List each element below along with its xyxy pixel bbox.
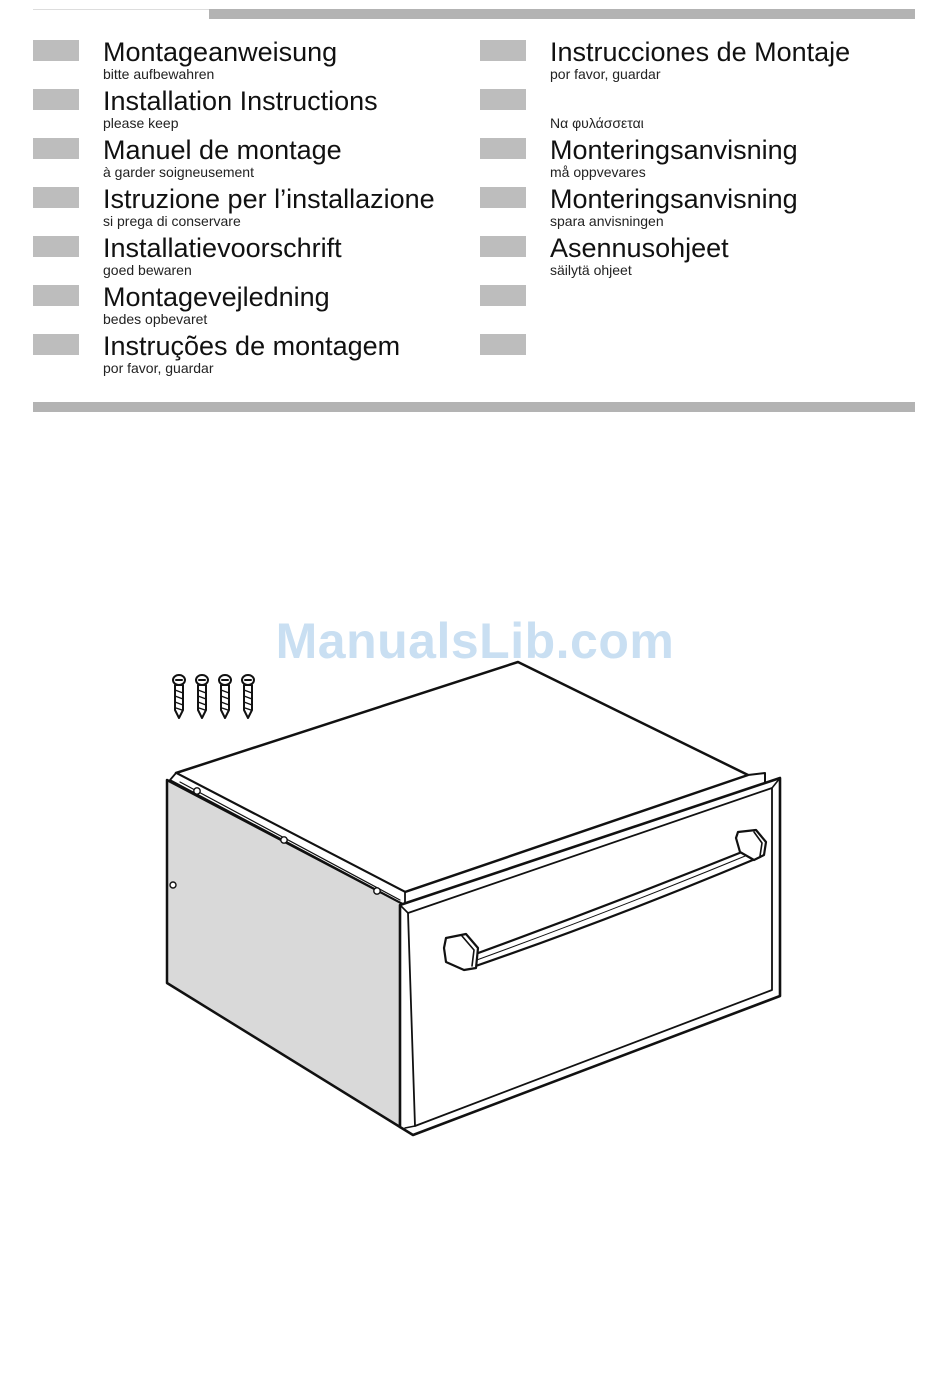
entry-subtitle: si prega di conservare	[103, 213, 241, 229]
warming-drawer	[167, 662, 780, 1135]
entry-title: Monteringsanvisning	[550, 135, 798, 165]
language-marker-box	[33, 89, 79, 110]
language-marker-box	[480, 40, 526, 61]
screw-icon	[196, 675, 208, 718]
entry-subtitle: bedes opbevaret	[103, 311, 208, 327]
entry-subtitle: bitte aufbewahren	[103, 66, 215, 82]
language-marker-box	[480, 187, 526, 208]
language-marker-box	[33, 236, 79, 257]
entry-title: Instruções de montagem	[103, 331, 401, 361]
entry-title: Asennusohjeet	[550, 233, 729, 263]
section-divider	[33, 402, 915, 412]
entry-subtitle: por favor, guardar	[550, 66, 661, 82]
entry-subtitle: à garder soigneusement	[103, 164, 254, 180]
language-marker-box	[480, 138, 526, 159]
language-marker-box	[480, 334, 526, 355]
entry-subtitle: please keep	[103, 115, 179, 131]
language-marker-box	[480, 236, 526, 257]
screw-icon	[173, 675, 185, 718]
entry-subtitle: Να φυλάσσεται	[550, 115, 644, 131]
entry-title: Monteringsanvisning	[550, 184, 798, 214]
entry-title: Manuel de montage	[103, 135, 342, 165]
language-marker-box	[33, 138, 79, 159]
entry-title: Istruzione per l’installazione	[103, 184, 435, 214]
entry-subtitle: por favor, guardar	[103, 360, 214, 376]
top-rule-thin	[33, 9, 209, 10]
language-marker-box	[33, 40, 79, 61]
language-marker-box	[33, 187, 79, 208]
top-rule	[209, 9, 915, 19]
drawer-illustration	[150, 655, 800, 1155]
entry-title: Montagevejledning	[103, 282, 330, 312]
entry-title: Installation Instructions	[103, 86, 378, 116]
entry-subtitle: må oppvevares	[550, 164, 646, 180]
entry-subtitle: säilytä ohjeet	[550, 262, 632, 278]
screw-icon	[219, 675, 231, 718]
language-marker-box	[33, 334, 79, 355]
language-marker-box	[480, 89, 526, 110]
screw-icon	[242, 675, 254, 718]
entry-title: Montageanweisung	[103, 37, 338, 67]
language-marker-box	[480, 285, 526, 306]
language-marker-box	[33, 285, 79, 306]
entry-subtitle: spara anvisningen	[550, 213, 664, 229]
entry-title: Instrucciones de Montaje	[550, 37, 851, 67]
entry-title: Installatievoorschrift	[103, 233, 342, 263]
entry-subtitle: goed bewaren	[103, 262, 192, 278]
watermark: ManualsLib.com	[275, 613, 675, 669]
